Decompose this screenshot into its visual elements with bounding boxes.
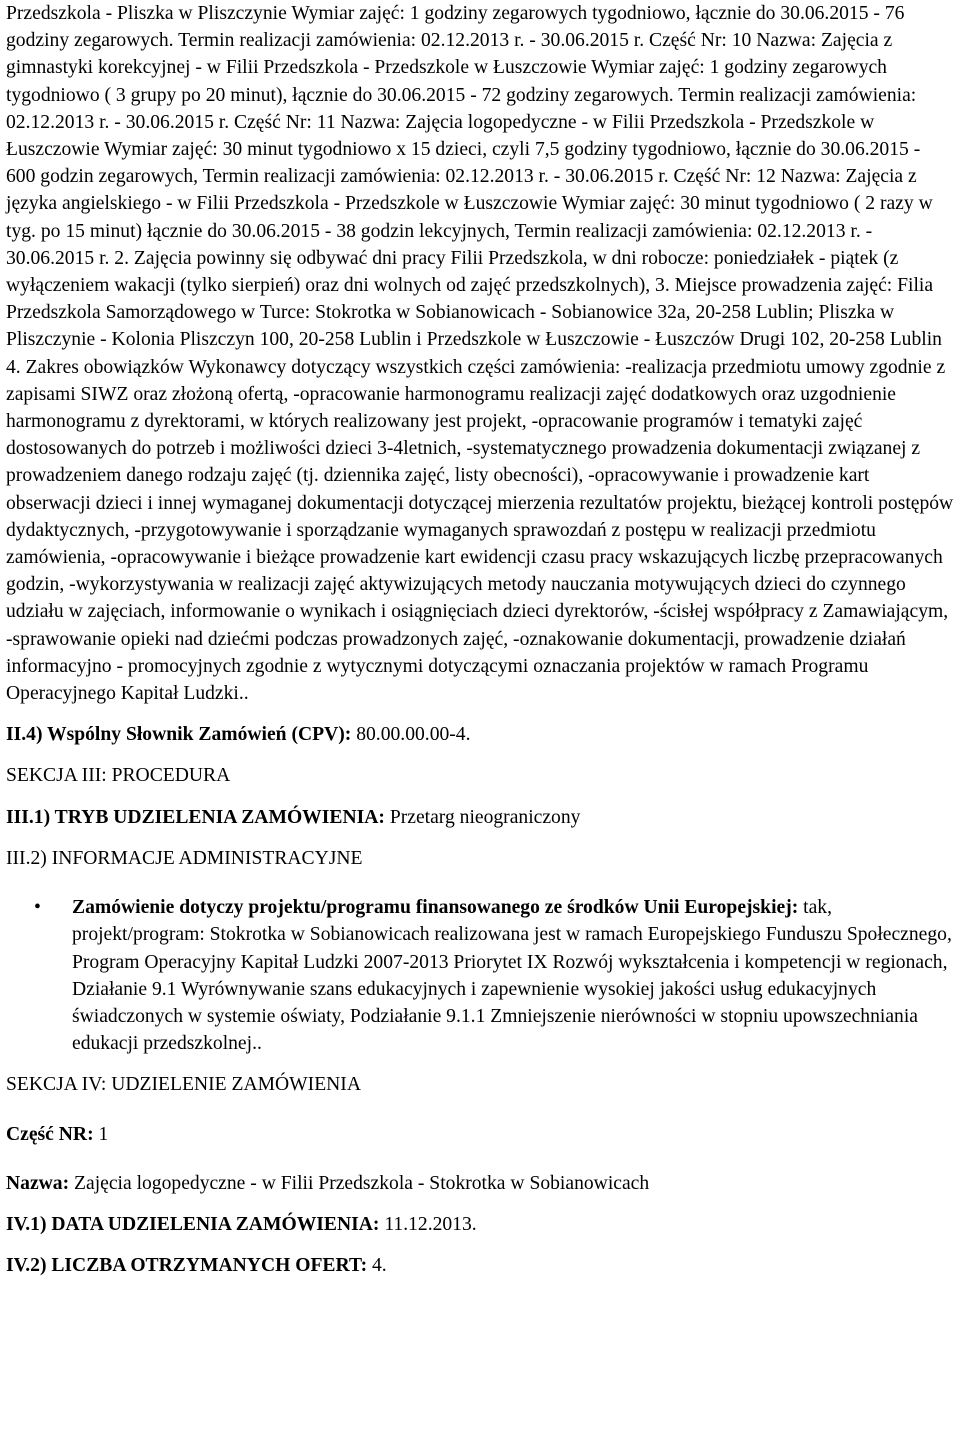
cpv-label: II.4) Wspólny Słownik Zamówień (CPV): (6, 724, 352, 746)
tryb-line (6, 804, 954, 831)
tryb-value: Przetarg nieograniczony (384, 806, 581, 828)
award-date-line (6, 1211, 954, 1238)
part-number-label: Część NR: (6, 1123, 94, 1145)
part-number-value: 1 (93, 1123, 109, 1145)
bullet-icon: • (34, 897, 41, 919)
tryb-label: III.1) TRYB UDZIELENIA ZAMÓWIENIA: (6, 806, 385, 828)
part-name-value: Zajęcia logopedyczne - w Filii Przedszkola - Stokrotka w Sobianowicach (69, 1172, 650, 1194)
offers-count-value: 4. (367, 1255, 387, 1277)
part-name-label: Nazwa: (6, 1172, 70, 1194)
award-date-label: IV.1) DATA UDZIELENIA ZAMÓWIENIA: (6, 1213, 380, 1235)
award-date-value: 11.12.2013. (379, 1213, 477, 1235)
part-name-line (6, 1170, 954, 1197)
eu-funding-list (6, 894, 954, 1057)
eu-funding-label: Zamówienie dotyczy projektu/programu finansowanego ze środków Unii Europejskiej: (72, 897, 799, 919)
cpv-value: 80.00.00.00-4. (351, 724, 471, 746)
section-3-title: SEKCJA III: PROCEDURA (6, 765, 231, 787)
cpv-line (6, 721, 954, 748)
section-4-title: SEKCJA IV: UDZIELENIE ZAMÓWIENIA (6, 1074, 361, 1096)
eu-funding-value: tak, projekt/program: Stokrotka w Sobianowicach realizowana jest w ramach Europejskiego Funduszu Społecznego, Program Operacyjny Kapitał Ludzki 2007-2013 Priorytet IX Rozwój wykształcenia i kompetencji w regionach, Działanie 9.1 Wyrównywanie szans edukacyjnych i zapewnienie wysokiej jakości usług edukacyjnych świadczonych w systemie oświaty, Podziałanie 9.1.1 Zmniejszenie nierówności w stopniu upowszechniania edukacji przedszkolnej.. (72, 897, 952, 1055)
admin-info-heading: III.2) INFORMACJE ADMINISTRACYJNE (6, 847, 363, 869)
list-item (34, 894, 954, 1057)
offers-count-label: IV.2) LICZBA OTRZYMANYCH OFERT: (6, 1255, 368, 1277)
part-number-line (6, 1121, 954, 1148)
main-paragraph: Przedszkola - Pliszka w Pliszczynie Wymiar zajęć: 1 godziny zegarowych tygodniowo, łącznie do 30.06.2015 - 76 godziny zegarowych. Termin realizacji zamówienia: 02.12.2013 r. - 30.06.2015 r. Część Nr: 10 Nazwa: Zajęcia z gimnastyki korekcyjnej - w Filii Przedszkola - Przedszkole w Łuszczowie Wymiar zajęć: 1 godziny zegarowych tygodniowo ( 3 grupy po 20 minut), łącznie do 30.06.2015 - 72 godziny zegarowych. Termin realizacji zamówienia: 02.12.2013 r. - 30.06.2015 r. Część Nr: 11 Nazwa: Zajęcia logopedyczne - w Filii Przedszkola - Przedszkole w Łuszczowie Wymiar zajęć: 30 minut tygodniowo x 15 dzieci, czyli 7,5 godziny tygodniowo, łącznie do 30.06.2015 - 600 godzin zegarowych, Termin realizacji zamówienia: 02.12.2013 r. - 30.06.2015 r. Część Nr: 12 Nazwa: Zajęcia z języka angielskiego - w Filii Przedszkola - Przedszkole w Łuszczowie Wymiar zajęć: 30 minut tygodniowo ( 2 razy w tyg. po 15 minut) łącznie do 30.06.2015 - 38 godzin lekcyjnych, Termin realizacji zamówienia: 02.12.2013 r. - 30.06.2015 r. 2. Zajęcia powinny się odbywać dni pracy Filii Przedszkola, w dni robocze: poniedziałek - piątek (z wyłączeniem wakacji (tylko sierpień) oraz dni wolnych od zajęć przedszkolnych), 3. Miejsce prowadzenia zajęć: Filia Przedszkola Samorządowego w Turce: Stokrotka w Sobianowicach - Sobianowice 32a, 20-258 Lublin; Pliszka w Pliszczynie - Kolonia Pliszczyn 100, 20-258 Lublin i Przedszkole w Łuszczowie - Łuszczów Drugi 102, 20-258 Lublin 4. Zakres obowiązków Wykonawcy dotyczący wszystkich części zamówienia: -realizacja przedmiotu umowy zgodnie z zapisami SIWZ oraz złożoną ofertą, -opracowanie harmonogramu realizacji zajęć dodatkowych oraz uzgodnienie harmonogramu z dyrektorami, w których realizowany jest projekt, -opracowanie programów i tematyki zajęć dostosowanych do potrzeb i możliwości dzieci 3-4letnich, -systematycznego prowadzenia dokumentacji związanej z prowadzeniem danego rodzaju zajęć (tj. dziennika zajęć, listy obecności), -opracowywanie i prowadzenie kart obserwacji dzieci i innej wymaganej dokumentacji dotyczącej mierzenia rezultatów projektu, bieżącej kontroli postępów dydaktycznych, -przygotowywanie i sporządzanie wymaganych sprawozdań z postępu w realizacji przedmiotu zamówienia, -opracowywanie i bieżące prowadzenie kart ewidencji czasu pracy wskazujących liczbę przepracowanych godzin, -wykorzystywania w realizacji zajęć aktywizujących metody nauczania motywujących dzieci do czynnego udziału w zajęciach, informowanie o wynikach i osiągnięciach dzieci dyrektorów, -ścisłej współpracy z Zamawiającym, -sprawowanie opieki nad dziećmi podczas prowadzonych zajęć, -oznakowanie dokumentacji, prowadzenie działań informacyjno - promocyjnych zgodnie z wytycznymi dotyczącymi oznaczania projektów w ramach Programu Operacyjnego Kapitał Ludzki.. (6, 3, 954, 705)
offers-count-line (6, 1252, 954, 1279)
